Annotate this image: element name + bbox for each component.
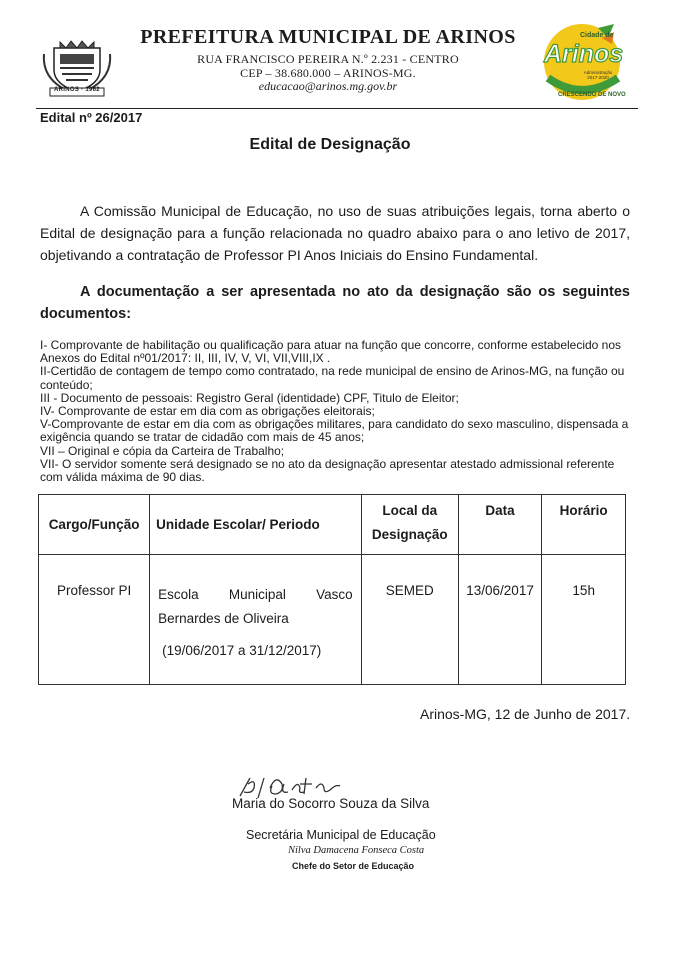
header-email: educacao@arinos.mg.gov.br [258, 79, 398, 93]
designation-table [38, 494, 626, 685]
coat-of-arms-text: ARINOS · 1962 [54, 87, 100, 93]
table-row [39, 555, 626, 685]
secretariat-title: Secretária Municipal de Educação [246, 828, 436, 842]
header-title: PREFEITURA MUNICIPAL DE ARINOS [140, 26, 516, 48]
requirement-item: I- Comprovante de habilitação ou qualificação para atuar na função que concorre, conforme estabelecido nos Anexos do Edital nº01/2017: II, III, IV, V, VI, VII,VIII,IX . [40, 338, 622, 366]
header-street: RUA FRANCISCO PEREIRA N.º 2.231 - CENTRO [197, 52, 459, 66]
logo-city-name: Arinos [544, 40, 624, 68]
coat-of-arms-icon [40, 34, 114, 100]
school-name: Escola Municipal Vasco Bernardes de Oliveira [158, 587, 353, 626]
requirement-item: II-Certidão de contagem de tempo como contratado, na rede municipal de ensino de Arinos-MG, na função ou conteúdo; [40, 364, 625, 392]
cell-unidade [150, 555, 362, 685]
header-divider [36, 108, 638, 109]
table-header-row [39, 495, 626, 555]
cell-local: SEMED [361, 555, 458, 685]
logo-top-text: Cidade de [580, 32, 614, 39]
requirement-item: VII- O servidor somente será designado se no ato da designação apresentar atestado admissional referente com válida máxima de 90 dias. [40, 456, 615, 485]
signer-name: Maria do Socorro Souza da Silva [232, 796, 430, 811]
city-logo-icon [536, 22, 632, 106]
requirement-item: III - Documento de pessoais: Registro Geral (identidade) CPF, Titulo de Eleitor; [40, 390, 459, 405]
logo-slogan: CRESCENDO DE NOVO [558, 92, 626, 98]
header-cargo: Cargo/Função [39, 495, 150, 555]
document-title: Edital de Designação [249, 136, 411, 153]
cell-cargo: Professor PI [39, 555, 150, 685]
header-local: Local da Designação [361, 495, 458, 555]
header-cep: CEP – 38.680.000 – ARINOS-MG. [240, 66, 416, 80]
edital-number: Edital nº 26/2017 [40, 110, 143, 125]
requirement-item: VII – Original e cópia da Carteira de Trabalho; [40, 443, 285, 458]
place-date: Arinos-MG, 12 de Junho de 2017. [420, 706, 631, 722]
requirement-item: IV- Comprovante de estar em dia com as obrigações eleitorais; [40, 404, 375, 419]
cell-data: 13/06/2017 [458, 555, 542, 685]
logo-admin-text: Administração 2017-2020 [583, 70, 613, 80]
cell-horario: 15h [542, 555, 626, 685]
stamp-name: Nilva Damacena Fonseca Costa [288, 845, 425, 856]
header-horario: Horário [542, 495, 626, 555]
requirements-list [40, 339, 632, 484]
documents-heading: A documentação a ser apresentada no ato da designação são os seguintes documentos: [40, 284, 630, 322]
header-unidade: Unidade Escolar/ Periodo [150, 495, 362, 555]
stamp-role: Chefe do Setor de Educação [292, 861, 415, 871]
school-period: (19/06/2017 a 31/12/2017) [162, 643, 322, 658]
header-data: Data [458, 495, 542, 555]
requirement-item: V-Comprovante de estar em dia com as obrigações militares, para candidato do sexo masculino, dispensada a exigência quando se tratar de cidadão com mais de 45 anos; [40, 417, 629, 445]
intro-paragraph: A Comissão Municipal de Educação, no uso de suas atribuições legais, torna aberto o Edital de designação para a função relacionada no quadro abaixo para o ano letivo de 2017, objetivando a contratação de Professor PI Anos Iniciais do Ensino Fundamental. [40, 203, 630, 263]
